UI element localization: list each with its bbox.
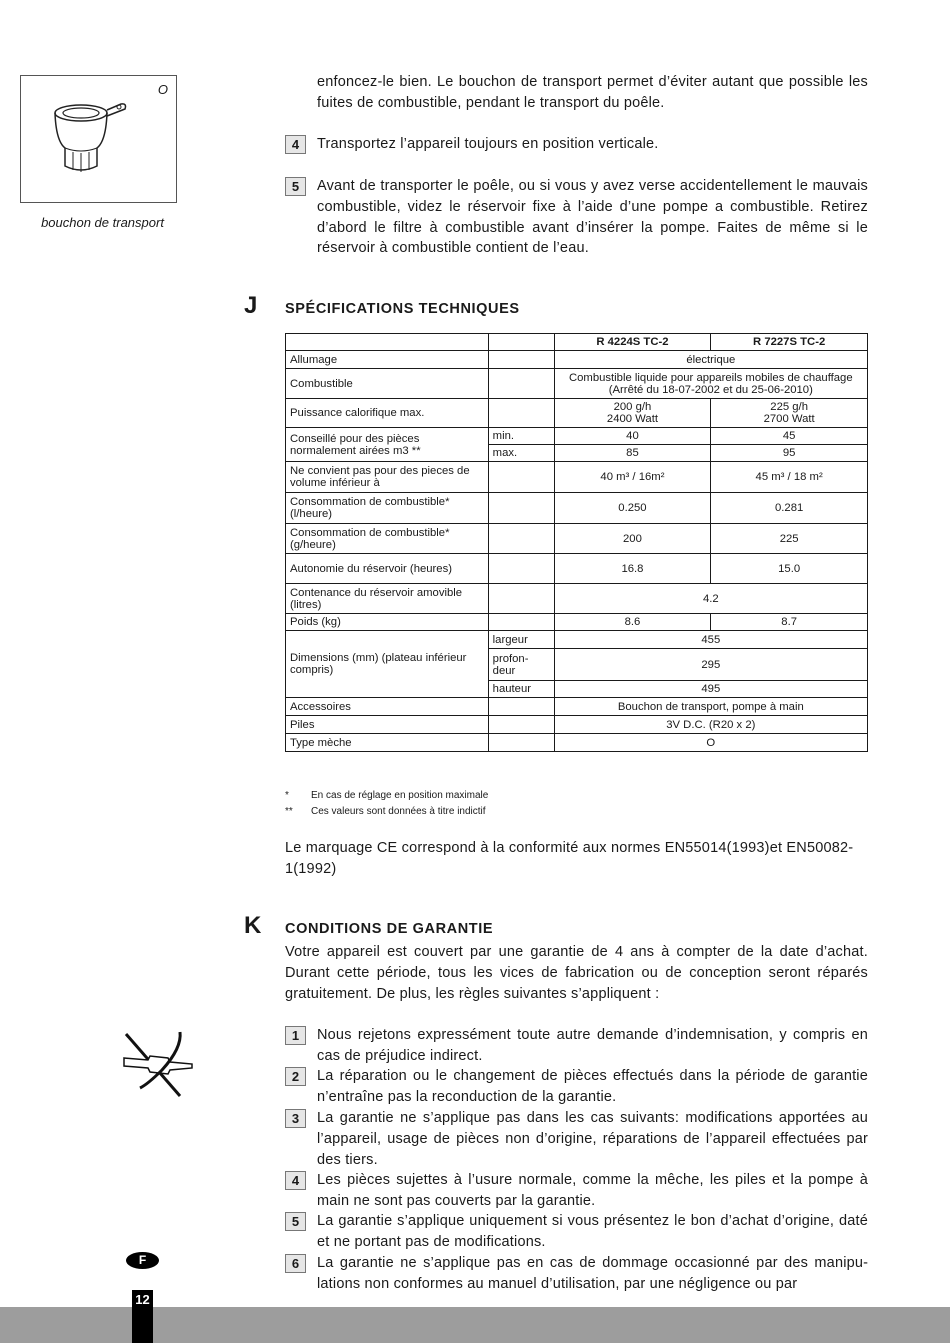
row-label: Autonomie du réservoir (heures) — [286, 554, 489, 584]
language-badge: F — [126, 1252, 159, 1269]
row-sublabel — [488, 493, 554, 524]
cell-value: 40 — [554, 428, 711, 445]
list-item — [285, 1025, 868, 1067]
item-text: La garantie ne s’applique pas en cas de dommage occasionné par des manipulations non conformes au manuel d’utilisation, par une négligence ou par — [317, 1255, 868, 1292]
cell-value: Bouchon de transport, pompe à main — [554, 698, 867, 716]
table-row — [286, 554, 868, 584]
row-label: Consommation de combustible* (l/heure) — [286, 493, 489, 524]
table-row — [286, 524, 868, 554]
cell-value: 40 m³ / 16m² — [554, 462, 711, 493]
cell-value: 200 g/h 2400 Watt — [554, 399, 711, 428]
item-number: 6 — [285, 1254, 306, 1273]
transport-cap-icon — [41, 96, 151, 191]
item-number: 4 — [285, 1171, 306, 1190]
table-header-row — [286, 334, 868, 351]
footnote-text: Ces valeurs sont données à titre indictif — [311, 806, 486, 817]
ce-marking-text: Le marquage CE correspond à la conformité aux normes EN55014(1993)et EN50082-1(1992) — [285, 840, 854, 877]
section-title: SPÉCIFICATIONS TECHNIQUES — [285, 301, 520, 317]
item-number: 5 — [285, 1212, 306, 1231]
cell-value: 45 m³ / 18 m² — [711, 462, 868, 493]
page-number: 12 — [132, 1290, 153, 1343]
section-letter: K — [244, 912, 262, 939]
item-number: 5 — [285, 177, 306, 196]
row-sublabel — [488, 554, 554, 584]
row-sublabel — [488, 351, 554, 369]
table-row — [286, 369, 868, 399]
row-label: Contenance du réservoir amovible (litres) — [286, 584, 489, 614]
item-number: 1 — [285, 1026, 306, 1045]
footnote-mark: * — [285, 790, 289, 801]
row-sublabel — [488, 698, 554, 716]
cell-value: 0.250 — [554, 493, 711, 524]
row-sublabel: largeur — [488, 631, 554, 649]
row-label: Conseillé pour des pièces normalement airées m3 ** — [286, 428, 489, 462]
cell-value: Combustible liquide pour appareils mobiles de chauffage (Arrêté du 18-07-2002 et du 25-06-2010) — [554, 369, 867, 399]
list-item — [285, 1066, 868, 1108]
row-sublabel — [488, 369, 554, 399]
table-row — [286, 698, 868, 716]
cell-value: 85 — [554, 445, 711, 462]
column-header: R 4224S TC-2 — [554, 334, 711, 351]
figure-label: O — [157, 82, 168, 97]
cell-value: électrique — [554, 351, 867, 369]
row-sublabel — [488, 716, 554, 734]
item-text: La garantie s’applique uniquement si vous présentez le bon d’achat d’origine, daté et ne portant pas de modifications. — [317, 1213, 868, 1250]
cell-value: 8.7 — [711, 614, 868, 631]
cell-value: 45 — [711, 428, 868, 445]
column-header — [286, 334, 489, 351]
table-row — [286, 493, 868, 524]
row-sublabel — [488, 462, 554, 493]
no-diy-repair-icon — [118, 1028, 198, 1100]
warranty-intro: Votre appareil est couvert par une garantie de 4 ans à compter de la date d’achat. Durant cette période, tous les vices de fabrication ou de conception seront réparés gratuitement. De plus, les règles suivantes s’appliquent : — [285, 944, 868, 1002]
item-text: Avant de transporter le poêle, ou si vous y avez verse accidentellement le mauvais combustible, videz le réservoir fixe à l’aide d’une pompe a combustible. Retirez d’abord le filtre à combustible avant d’insérer la pompe. Faites de même si le réservoir à combustible contient de l’eau. — [317, 178, 868, 257]
row-sublabel: max. — [488, 445, 554, 462]
cell-value: 16.8 — [554, 554, 711, 584]
specifications-table — [285, 333, 868, 752]
item-text: La réparation ou le changement de pièces effectués dans la période de garantie n’entraîne pas la reconduction de la garantie. — [317, 1068, 868, 1105]
row-sublabel: min. — [488, 428, 554, 445]
intro-continuation: enfoncez-le bien. Le bouchon de transport permet d’éviter autant que possible les fuites de combustible, pendant le transport du poêle. — [317, 74, 868, 111]
list-item — [285, 1253, 868, 1295]
list-item — [285, 1108, 868, 1170]
item-number: 2 — [285, 1067, 306, 1086]
section-letter: J — [244, 292, 258, 319]
row-label: Piles — [286, 716, 489, 734]
cell-value: O — [554, 734, 867, 752]
cell-value: 15.0 — [711, 554, 868, 584]
row-sublabel: profon- deur — [488, 649, 554, 681]
table-row — [286, 399, 868, 428]
row-label: Ne convient pas pour des pieces de volume inférieur à — [286, 462, 489, 493]
table-row — [286, 734, 868, 752]
table-row — [286, 631, 868, 649]
list-item — [285, 176, 868, 259]
table-row — [286, 614, 868, 631]
table-row — [286, 716, 868, 734]
footnote-text: En cas de réglage en position maximale — [311, 790, 489, 801]
row-sublabel — [488, 584, 554, 614]
row-label: Accessoires — [286, 698, 489, 716]
column-header — [488, 334, 554, 351]
row-sublabel — [488, 399, 554, 428]
list-item — [285, 134, 868, 155]
row-label: Type mèche — [286, 734, 489, 752]
row-sublabel: hauteur — [488, 681, 554, 698]
item-number: 4 — [285, 135, 306, 154]
list-item — [285, 1211, 868, 1253]
item-text: Transportez l’appareil toujours en position verticale. — [317, 136, 659, 152]
table-row — [286, 428, 868, 445]
row-label: Dimensions (mm) (plateau inférieur compris) — [286, 631, 489, 698]
row-label: Puissance calorifique max. — [286, 399, 489, 428]
table-row — [286, 584, 868, 614]
cell-value: 495 — [554, 681, 867, 698]
section-title: CONDITIONS DE GARANTIE — [285, 921, 494, 937]
column-header: R 7227S TC-2 — [711, 334, 868, 351]
cell-value: 95 — [711, 445, 868, 462]
footnote — [285, 790, 488, 801]
row-sublabel — [488, 524, 554, 554]
cell-value: 455 — [554, 631, 867, 649]
row-sublabel — [488, 614, 554, 631]
row-label: Allumage — [286, 351, 489, 369]
cell-value: 8.6 — [554, 614, 711, 631]
item-text: Les pièces sujettes à l’usure normale, comme la mêche, les piles et la pompe à main ne sont pas couverts par la garantie. — [317, 1172, 868, 1209]
transport-cap-figure — [20, 75, 177, 203]
cell-value: 295 — [554, 649, 867, 681]
footnote-mark: ** — [285, 806, 293, 817]
row-label: Consommation de combustible* (g/heure) — [286, 524, 489, 554]
footnote — [285, 806, 486, 817]
cell-value: 200 — [554, 524, 711, 554]
table-row — [286, 462, 868, 493]
cell-value: 3V D.C. (R20 x 2) — [554, 716, 867, 734]
cell-value: 4.2 — [554, 584, 867, 614]
cell-value: 0.281 — [711, 493, 868, 524]
item-text: Nous rejetons expressément toute autre demande d’indemnisation, y compris en cas de préjudice indirect. — [317, 1027, 868, 1064]
list-item — [285, 1170, 868, 1212]
row-sublabel — [488, 734, 554, 752]
row-label: Poids (kg) — [286, 614, 489, 631]
item-text: La garantie ne s’applique pas dans les cas suivants: modifications apportées au l’appareil, usage de pièces non d’origine, réparations de l’appareil effectuées par des tiers. — [317, 1110, 868, 1168]
item-number: 3 — [285, 1109, 306, 1128]
cell-value: 225 — [711, 524, 868, 554]
row-label: Combustible — [286, 369, 489, 399]
figure-caption: bouchon de transport — [41, 215, 164, 230]
table-row — [286, 351, 868, 369]
cell-value: 225 g/h 2700 Watt — [711, 399, 868, 428]
